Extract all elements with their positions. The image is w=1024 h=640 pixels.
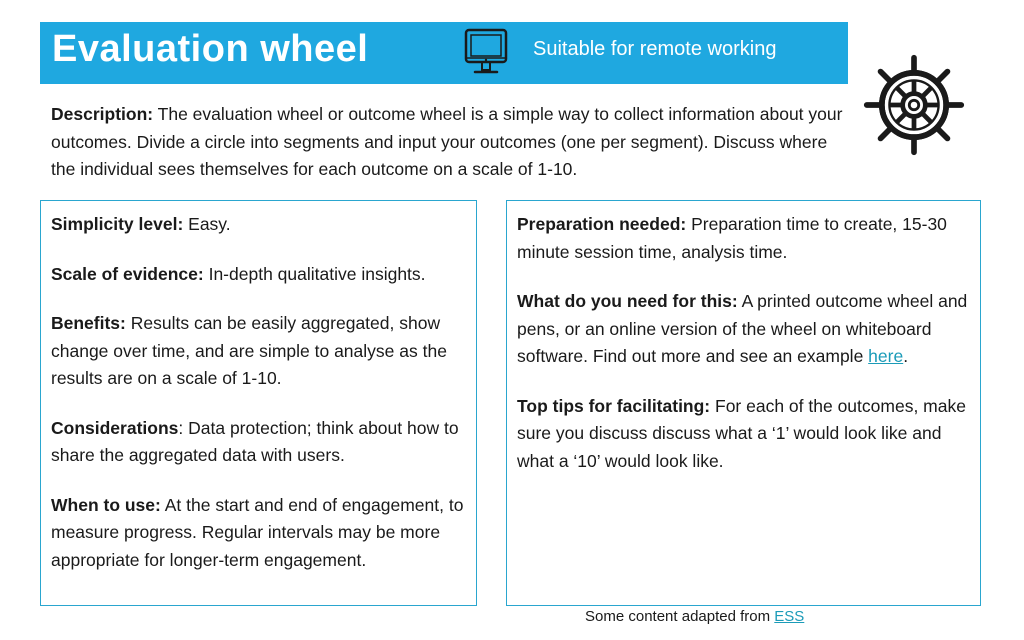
benefits (51, 310, 466, 393)
preparation-text: Preparation time to create, 15-30 minute session time, analysis time. (517, 214, 947, 262)
description-text: The evaluation wheel or outcome wheel is a simple way to collect information about your outcomes. Divide a circle into segments and input your outcomes (one per segment). Discuss where the individual sees themselves for each outcome on a scale of 1-10. (51, 104, 843, 179)
example-link[interactable]: here (868, 346, 904, 366)
description-paragraph (51, 101, 846, 184)
left-info-box (40, 200, 477, 606)
ship-wheel-icon (862, 50, 966, 160)
title-banner (40, 22, 848, 84)
when-label: When to use: (51, 494, 161, 515)
when-text: At the start and end of engagement, to measure progress. Regular intervals may be more appropriate for longer-term engagement. (51, 494, 464, 570)
simplicity-text: Easy. (183, 214, 231, 234)
right-info-box (506, 200, 981, 606)
what-you-need (517, 288, 970, 371)
benefits-label: Benefits: (51, 313, 126, 333)
need-label: What do you need for this: (517, 291, 738, 311)
tips-label: Top tips for facilitating: (517, 395, 711, 416)
simplicity-label: Simplicity level: (51, 214, 184, 234)
footer-text: Some content adapted from (585, 608, 775, 625)
monitor-icon (462, 26, 510, 78)
when-to-use (51, 492, 466, 575)
top-tips (517, 393, 970, 476)
preparation-label: Preparation needed: (517, 214, 687, 234)
scale-label: Scale of evidence: (51, 263, 204, 284)
considerations (51, 415, 466, 470)
simplicity-level (51, 211, 466, 239)
considerations-text: : Data protection; think about how to share the aggregated data with users. (51, 417, 459, 465)
remote-working-label: Suitable for remote working (533, 38, 777, 60)
scale-text: In-depth qualitative insights. (203, 263, 426, 284)
benefits-text: Results can be easily aggregated, show change over time, and are simple to analyse as the results are on a scale of 1-10. (51, 313, 447, 388)
need-text: A printed outcome wheel and pens, or an online version of the wheel on whiteboard software. Find out more and see an example (517, 291, 968, 366)
considerations-label: Considerations (51, 417, 179, 438)
tips-text: For each of the outcomes, make sure you discuss discuss what a ‘1’ would look like and what a ‘10’ would look like. (517, 395, 966, 471)
page-title: Evaluation wheel (52, 28, 369, 70)
description-label: Description: (51, 104, 154, 124)
preparation-needed (517, 211, 970, 266)
ess-link[interactable]: ESS (774, 608, 805, 625)
scale-of-evidence (51, 261, 466, 289)
need-after: . (903, 346, 909, 366)
footer-credit (585, 608, 804, 625)
